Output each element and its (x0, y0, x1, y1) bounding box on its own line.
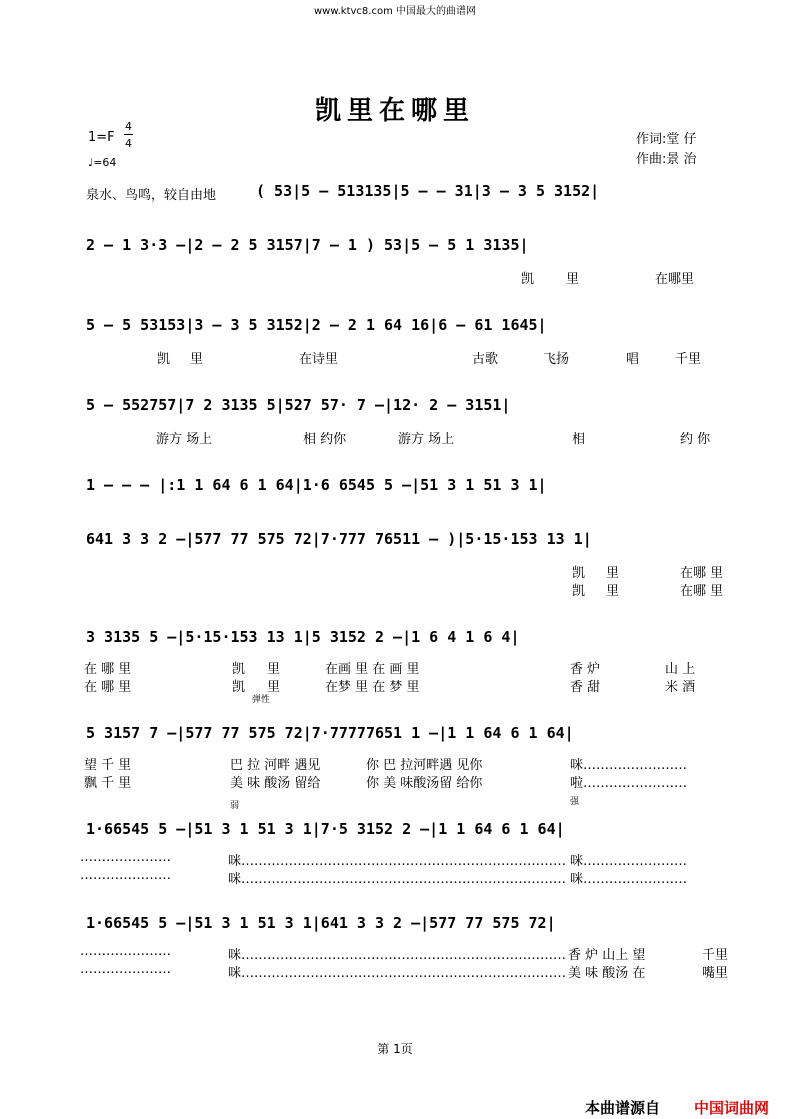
lyric-syllable: 里 (267, 680, 281, 695)
lyric-syllable: ………………… (80, 944, 171, 959)
key-signature: 1=F (88, 130, 115, 145)
expression-mark: 弹性 (252, 695, 271, 705)
lyric-syllable: ………………… (80, 868, 171, 883)
lyric-syllable: 凯 (232, 680, 246, 695)
lyric-syllable: 千里 (675, 352, 702, 367)
staff-row-9 (0, 797, 790, 887)
notation-line: 5 – 5 53153|3 – 3 5 3152|2 – 2 1 64 16|6 – 61 1645| (86, 316, 547, 334)
lyric-syllable: 香 炉 山上 望 (568, 948, 646, 963)
lyric-syllable: 啦…………………… (570, 776, 688, 791)
lyric-syllable: 巴 拉 河畔 遇见 (230, 758, 321, 773)
song-title: 凯里在哪里 (314, 96, 475, 126)
tempo-marking: ♩=64 (88, 156, 117, 169)
footer-source-label: 本曲谱源自 (585, 1099, 661, 1117)
lyric-syllable: 在哪里 (655, 272, 695, 287)
lyric-syllable: 在 哪 里 (84, 662, 132, 677)
lyric-syllable: 凯 (521, 272, 535, 287)
lyric-syllable: ………………… (80, 962, 171, 977)
lyric-syllable: 千里 (702, 948, 729, 963)
lyric-syllable: 你 美 味酸汤留 给你 (366, 776, 483, 791)
dynamic-soft-mark: 弱 (230, 801, 240, 811)
lyric-syllable: 凯 (157, 352, 171, 367)
staff-row-7 (0, 628, 790, 705)
lyric-syllable: 美 味 酸汤 在 (568, 966, 646, 981)
lyric-syllable: 游方 场上 (398, 432, 455, 447)
notation-line: 5 – 552757|7 2 3135 5|527 57· 7 –|12· 2 – 3151| (86, 396, 511, 414)
notation-line: 5 3157 7 –|577 77 575 72|7·77777651 1 –|1 1 64 6 1 64| (86, 724, 574, 742)
lyric-syllable: 在 哪 里 (84, 680, 132, 695)
staff-row-10 (0, 914, 790, 981)
lyric-syllable: 唱 (626, 352, 640, 367)
notation-line: 2 – 1 3·3 –|2 – 2 5 3157|7 – 1 ) 53|5 – 5 1 3135| (86, 236, 529, 254)
lyric-syllable: 你 巴 拉河畔遇 见你 (366, 758, 483, 773)
notation-line: 1 – – – |:1 1 64 6 1 64|1·6 6545 5 –|51 3 1 51 3 1| (86, 476, 547, 494)
staff-row-4 (0, 396, 790, 447)
lyric-syllable: 凯 (232, 662, 246, 677)
dynamic-strong-mark: 强 (570, 797, 580, 807)
lyric-syllable: 里 (190, 352, 204, 367)
lyric-syllable: 古歌 (472, 352, 499, 367)
lyric-syllable: 里 (606, 584, 620, 599)
staff-row-6 (0, 530, 790, 599)
lyricist-credit: 作词:堂 仔 (636, 132, 697, 147)
lyric-syllable: 咪………………………………………………………………… (228, 872, 566, 887)
lyric-syllable: 凯 (572, 584, 586, 599)
page-number: 第 1页 (377, 1042, 413, 1056)
lyric-syllable: 咪………………………………………………………………… (228, 966, 566, 981)
notation-line: 1·66545 5 –|51 3 1 51 3 1|7·5 3152 2 –|1 1 64 6 1 64| (86, 820, 565, 838)
staff-row-3 (0, 316, 790, 367)
time-signature-divider (124, 134, 133, 135)
lyric-syllable: 咪………………………………………………………………… (228, 854, 566, 869)
lyric-syllable: 飞扬 (543, 352, 570, 367)
lyric-syllable: 相 (572, 432, 586, 447)
lyric-syllable: 在梦 里 在 梦 里 (325, 680, 420, 695)
staff-row-2 (0, 236, 790, 287)
lyric-syllable: 咪………………………………………………………………… (228, 948, 566, 963)
notation-line: ( 53|5 – 513135|5 – – 31|3 – 3 5 3152| (256, 182, 600, 200)
lyric-syllable: 在画 里 在 画 里 (325, 662, 420, 677)
lyric-syllable: 在哪 里 (680, 566, 724, 581)
lyric-syllable: 里 (267, 662, 281, 677)
lyric-syllable: 咪…………………… (570, 872, 688, 887)
lyric-syllable: 相 约你 (303, 432, 347, 447)
lyric-syllable: 米 酒 (665, 680, 696, 695)
notation-line: 1·66545 5 –|51 3 1 51 3 1|641 3 3 2 –|577 77 575 72| (86, 914, 556, 932)
lyric-syllable: 山 上 (665, 662, 696, 677)
notation-line: 3 3135 5 –|5·15·153 13 1|5 3152 2 –|1 6 4 1 6 4| (86, 628, 520, 646)
lyric-syllable: 在诗里 (299, 352, 339, 367)
lyric-syllable: 凯 (572, 566, 586, 581)
staff-row-5 (0, 476, 790, 494)
lyric-syllable: 里 (606, 566, 620, 581)
expression-marking: 泉水、鸟鸣，较自由地 (86, 188, 217, 203)
lyric-syllable: 在哪 里 (680, 584, 724, 599)
time-signature-top: 4 (125, 120, 132, 133)
lyric-syllable: ………………… (80, 850, 171, 865)
lyric-syllable: 美 味 酸汤 留给 (230, 776, 321, 791)
lyric-syllable: 飘 千 里 (84, 776, 132, 791)
notation-line: 641 3 3 2 –|577 77 575 72|7·777 76511 – )|5·15·153 13 1| (86, 530, 592, 548)
lyric-syllable: 望 千 里 (84, 758, 132, 773)
lyric-syllable: 游方 场上 (156, 432, 213, 447)
lyric-syllable: 里 (566, 272, 580, 287)
footer-site-link[interactable]: 中国词曲网 (694, 1099, 770, 1117)
lyric-syllable: 香 甜 (570, 680, 601, 695)
lyric-syllable: 约 你 (680, 432, 711, 447)
site-header: www.ktvc8.com 中国最大的曲谱网 (313, 6, 476, 17)
lyric-syllable: 嘴里 (702, 966, 729, 981)
time-signature-bottom: 4 (125, 137, 132, 150)
lyric-syllable: 咪…………………… (570, 758, 688, 773)
composer-credit: 作曲:景 治 (636, 152, 697, 167)
staff-row-8 (0, 724, 790, 791)
lyric-syllable: 咪…………………… (570, 854, 688, 869)
lyric-syllable: 香 炉 (570, 662, 601, 677)
